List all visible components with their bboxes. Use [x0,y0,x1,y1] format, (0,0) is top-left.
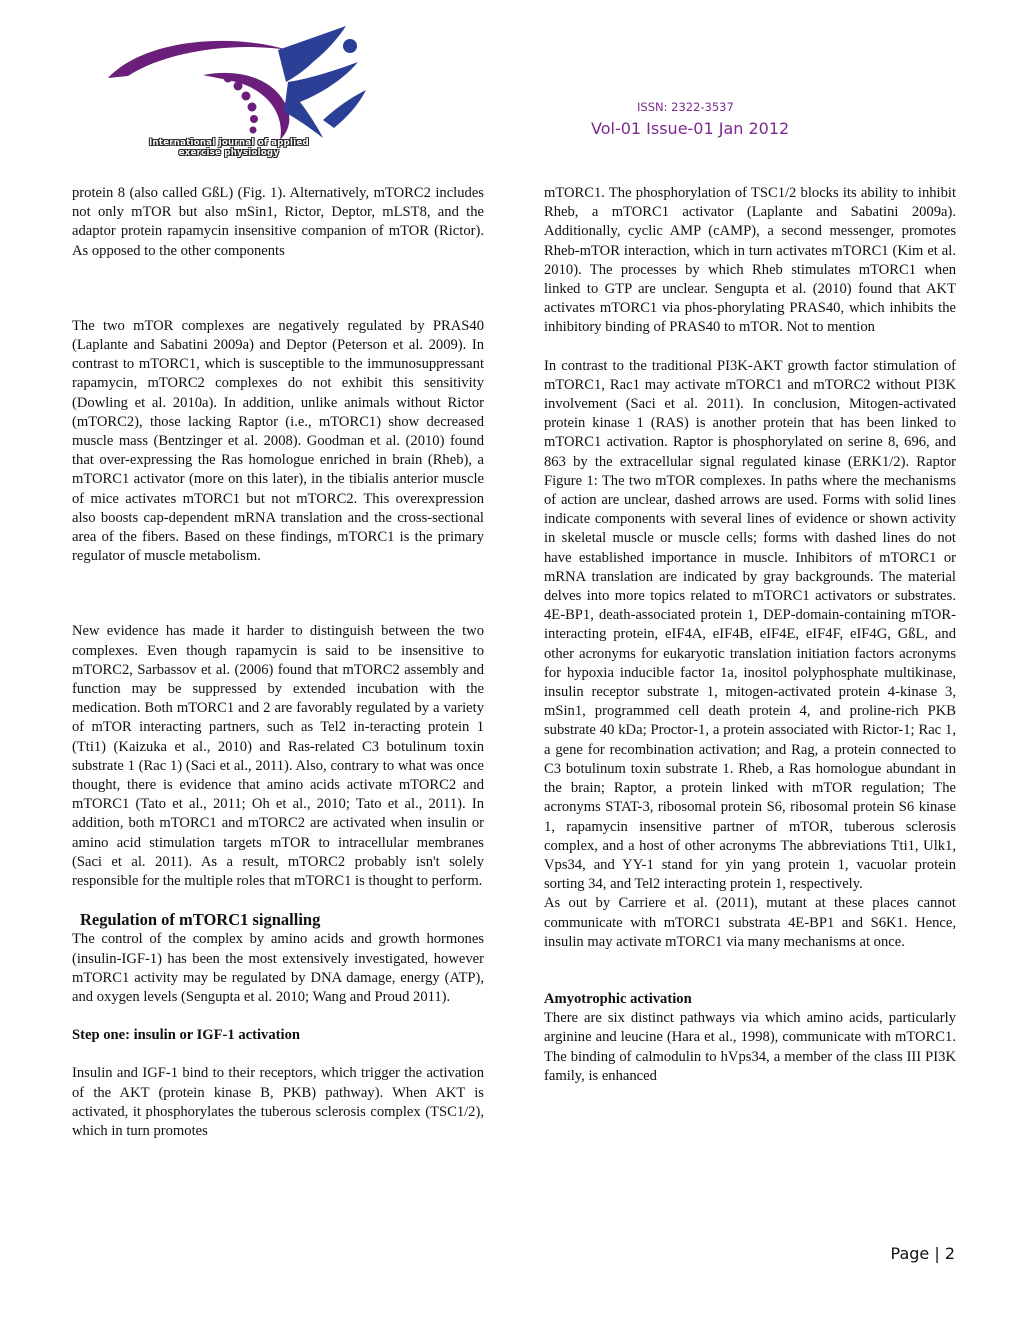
subsection-heading: Amyotrophic activation [544,990,692,1007]
journal-name-line2: exercise physiology [178,148,280,158]
paragraph: There are six distinct pathways via which amino acids, particularly arginine and leucine (Hara et al., 1998), communicate with mTORC1. The binding of calmodulin to hVps34, a member of the class III PI3K family, is enhanced [544,1010,956,1084]
logo-swoosh [108,41,288,78]
logo-arc [203,73,289,140]
volume-issue: Vol-01 Issue-01 Jan 2012 [591,119,790,138]
logo-dot [224,74,233,83]
logo-dot [234,82,243,91]
journal-name [107,138,351,158]
logo-dot [242,92,251,101]
paragraph: Insulin and IGF-1 bind to their receptors, which trigger the activation of the AKT (protein kinase B, PKB) pathway). When AKT is activated, it phosphorylates the tuberous sclerosis complex (TSC1/2), which in turn promotes [72,1065,484,1139]
logo-dot [250,115,258,123]
paragraph: As out by Carriere et al. (2011), mutant at these places cannot communicate with mTORC1 substrata 4E-BP1 and S6K1. Hence, insulin may activate mTORC1 via many mechanisms at once. [544,895,956,950]
paragraph: In contrast to the traditional PI3K-AKT growth factor stimulation of mTORC1, Rac1 may activate mTORC1 and mTORC2 without PI3K involvement (Saci et al. 2011). In conclusion, Mitogen-activated protein kinase 1 (RAS) is another protein that has been linked to mTORC1 activation. Raptor is phosphorylated on serine 8, 696, and 863 by the extracellular signal regulated kinase (ERK1/2). Raptor Figure 1: The two mTOR complexes. In paths where the mechanisms of action are unclear, dashed arrows are used. Forms with solid lines indicate components with several lines of evidence or shown activity in skeletal muscle or muscle cells; forms with dashed lines do not have established importance in muscle. Inhibitors of mTORC1 or mRNA translation are indicated by gray backgrounds. The material delves into more topics related to mTORC1 activators or substrates. 4E-BP1, death-associated protein 1, DEP-domain-containing mTOR-interacting protein, eIF4A, eIF4B, eIF4E, eIF4F, eIF4G, GßL, and other acronyms for eukaryotic translation initiation factors acronyms for hypoxia inducible factor 1a, inositol polyphosphate multikinase, insulin receptor substrate 1, mitogen-activated protein 4-kinase 3, mSin1, programmed cell death protein 4, and proline-rich PKB substrate 40 kDa; Proctor-1, a protein associated with Rictor-1; Rac 1, a gene for recombination activation; and Rag, a protein connected to C3 botulinum toxin substrate 1. Rheb, a Ras homologue abundant in the brain; Raptor, a protein linked with mTOR regulation; The acronyms STAT-3, ribosomal protein S6, ribosomal protein S6 kinase 1, rapamycin insensitive partner of mTOR, tuberous sclerosis complex, and a host of other acronyms The abbreviations Tti1, Ulk1, Vps34, and YY-1 stand for yin yang protein 1, vacuolar protein sorting 34, and Tel2 interacting protein 1, respectively. [544,357,956,893]
logo-dot [248,103,257,112]
issn: ISSN: 2322-3537 [637,100,734,114]
journal-name-line1: International journal of applied [149,138,309,148]
subsection-heading: Step one: insulin or IGF-1 activation [72,1027,300,1044]
paragraph: The two mTOR complexes are negatively regulated by PRAS40 (Laplante and Sabatini 2009a) and Deptor (Peterson et al. 2009). In contrast to mTORC1, which is susceptible to the immunosuppressant rapamycin, mTORC2 complexes do not exhibit this sensitivity (Dowling et al. 2010a). In addition, unlike animals without Rictor (mTORC2), those lacking Raptor (i.e., mTORC1) show decreased muscle mass (Bentzinger et al. 2008). Goodman et al. (2010) found that over-expressing the Ras homologue enriched in brain (Rheb), a mTORC1 activator (more on this later), in the tibialis anterior muscle of mice activates mTORC1 but not mTORC2. This overexpression also boosts cap-dependent mRNA translation and the cross-sectional area of the fibers. Based on these findings, mTORC1 is the primary regulator of muscle metabolism. [72,317,484,565]
paragraph: mTORC1. The phosphorylation of TSC1/2 blocks its ability to inhibit Rheb, a mTORC1 activator (Laplante and Sabatini 2009a). Additionally, cyclic AMP (cAMP), a second messenger, promotes Rheb-mTOR interaction, which in turn activates mTORC1 (Kim et al. 2010). The processes by which Rheb stimulates mTORC1 when linked to GTP are unclear. Sengupta et al. (2010) found that AKT activates mTORC1 via phos-phorylating PRAS40, which inhibits the inhibitory binding of PRAS40 to mTOR. Not to mention [544,185,956,336]
paragraph: protein 8 (also called GßL) (Fig. 1). Alternatively, mTORC2 includes not only mTOR but also mSin1, Rictor, Deptor, mLST8, and the adaptor protein rapamycin insensitive companion of mTOR (Rictor). As opposed to the other components [72,185,484,259]
logo-dot [250,127,257,134]
paragraph: New evidence has made it harder to distinguish between the two complexes. Even though rapamycin is said to be insensitive to mTORC2, Sarbassov et al. (2006) found that mTORC2 assembly and function may be suppressed by extended incubation with the medication. Both mTORC1 and 2 are favorably regulated by a variety of mTOR interacting partners, such as Tel2 in-teracting protein 1 (Tti1) (Kaizuka et al., 2010) and Ras-related C3 botulinum toxin substrate 1 (Rac 1) (Saci et al., 2011). Also, contrary to what was once thought, there is evidence that amino acids activate mTORC2 and mTORC1 (Tato et al., 2011; Oh et al., 2010; Tato et al., 2011). In addition, both mTORC1 and mTORC2 are activated when insulin or amino acid stimulation targets mTOR to intracellular membranes (Saci et al. 2011). As a result, mTORC2 probably isn't solely responsible for the multiple roles that mTORC1 is thought to perform. [72,623,484,890]
paragraph: The control of the complex by amino acids and growth hormones (insulin-IGF-1) has been the most extensively investigated, however mTORC1 activity may be regulated by DNA damage, energy (ATP), and oxygen levels (Sengupta et al. 2010; Wang and Proud 2011). [72,931,484,1005]
left-column [72,184,484,1141]
page-number: Page | 2 [890,1244,955,1263]
logo-figure-head [343,39,357,53]
logo-figure-leg [323,90,366,128]
section-heading: Regulation of mTORC1 signalling [80,910,321,930]
right-column [544,184,956,1086]
